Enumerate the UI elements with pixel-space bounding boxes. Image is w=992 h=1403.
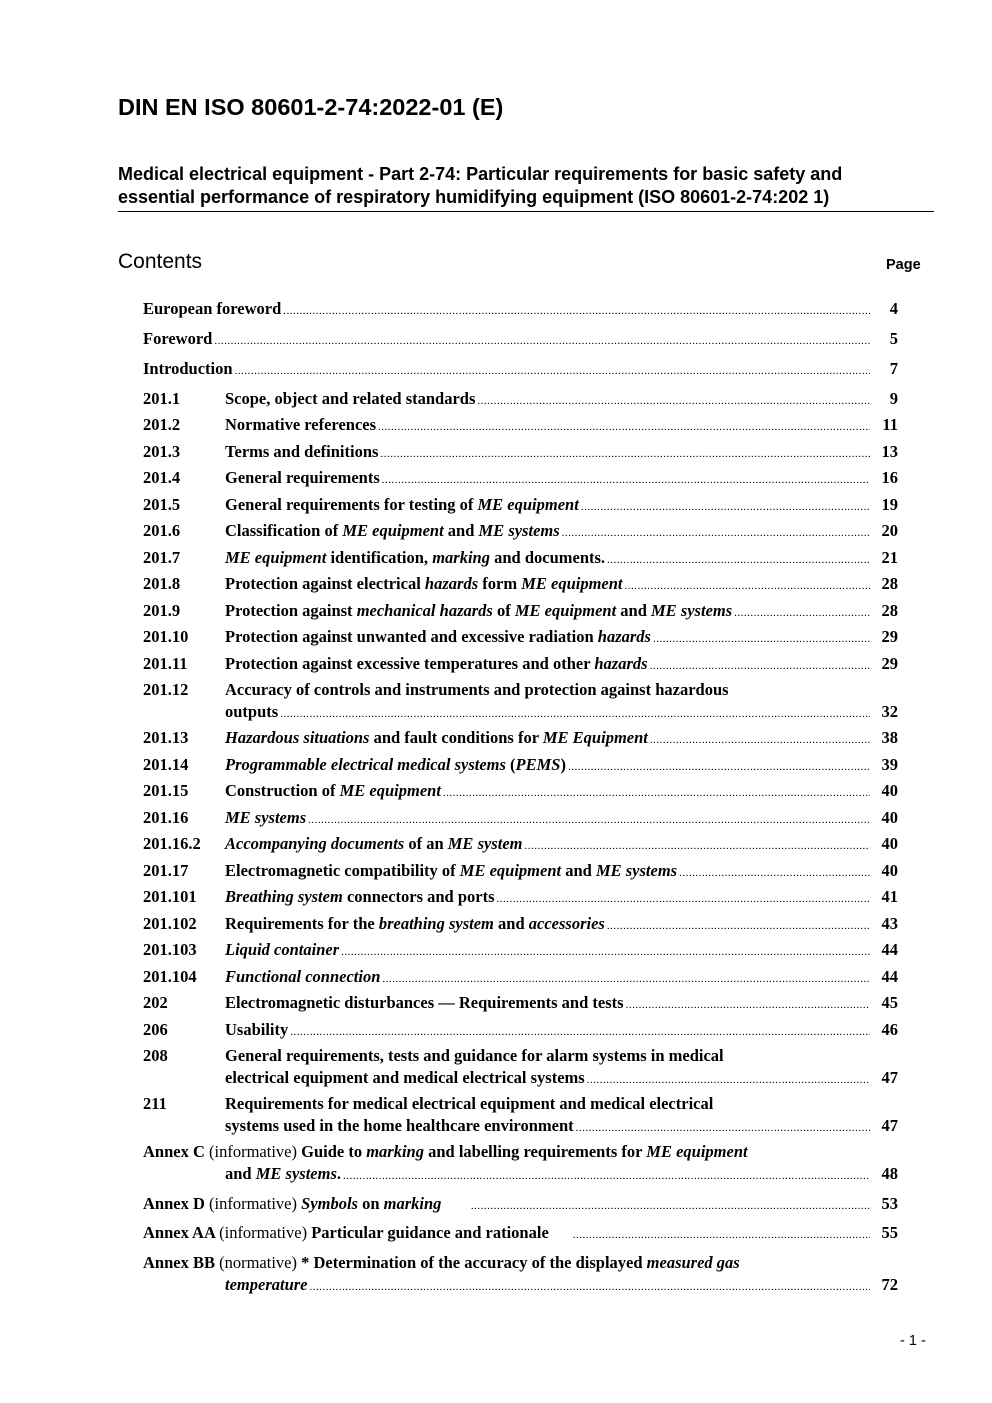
toc-page-number: 40 [881, 861, 898, 880]
toc-text-part: . [336, 1164, 341, 1183]
toc-leader-row [225, 520, 898, 544]
toc-page-number: 21 [881, 548, 898, 567]
toc-leader-row [225, 653, 898, 677]
toc-text-part: electrical equipment and medical electrical systems [225, 1068, 585, 1087]
toc-entry[interactable] [0, 1045, 992, 1067]
toc-section-number: 201.104 [143, 967, 197, 986]
toc-page-number: 7 [889, 359, 898, 378]
toc-page-number: 28 [881, 601, 898, 620]
toc-entry[interactable] [0, 886, 992, 908]
toc-entry[interactable] [0, 966, 992, 988]
toc-leader-row [225, 467, 898, 491]
toc-leader-row [225, 780, 898, 804]
toc-title [225, 727, 648, 749]
toc-entry[interactable] [0, 727, 992, 749]
toc-title [225, 1163, 341, 1185]
toc-text-part: ME equipment [646, 1142, 748, 1161]
toc-leader-row [225, 388, 898, 412]
toc-page-number: 5 [889, 329, 898, 348]
toc-section-number: 211 [143, 1094, 167, 1113]
toc-page-number: 13 [881, 442, 898, 461]
toc-text-part: Scope, object and related standards [225, 389, 476, 408]
toc-dot-leader [214, 330, 870, 352]
toc-text-part: and [493, 914, 529, 933]
toc-leader-row [225, 547, 898, 571]
toc-page-number: 41 [881, 887, 898, 906]
toc-text-part: ME equipment [477, 495, 579, 514]
toc-page-number: 40 [881, 808, 898, 827]
toc-leader-row [143, 358, 898, 382]
toc-annex-label: Annex C [143, 1142, 205, 1161]
toc-text-part: Programmable electrical medical systems [225, 755, 506, 774]
toc-title [225, 966, 380, 988]
toc-text-part: ME systems [478, 521, 560, 540]
toc-section-number: 201.15 [143, 781, 189, 800]
toc-title-line-1: Requirements for medical electrical equipment and medical electrical [225, 1094, 714, 1113]
toc-leader-row [225, 807, 898, 831]
toc-leader-row [225, 913, 898, 937]
toc-title [225, 653, 648, 675]
toc-entry[interactable] [0, 600, 992, 622]
toc-text-part: ME systems [225, 808, 307, 827]
toc-dot-leader [524, 835, 870, 857]
title-line-2: essential performance of respiratory humidifying equipment (ISO 80601-2-74:202 1) [118, 187, 830, 207]
toc-dot-leader [290, 1021, 870, 1043]
toc-dot-leader [581, 496, 870, 518]
toc-dot-leader [653, 628, 870, 650]
toc-entry[interactable] [0, 441, 992, 463]
toc-page-number: 47 [881, 1116, 898, 1135]
toc-title [225, 626, 651, 648]
toc-section-number: 206 [143, 1020, 168, 1039]
toc-page-number: 55 [881, 1223, 898, 1242]
title-line-1: Medical electrical equipment - Part 2-74: Particular requirements for basic safety and [118, 164, 843, 184]
toc-text-part: Protection against excessive temperatures and other [225, 654, 595, 673]
toc-annex-label: Annex D [143, 1194, 205, 1213]
toc-title [225, 547, 605, 569]
toc-page-number: 53 [881, 1194, 898, 1213]
toc-page-number: 29 [881, 654, 898, 673]
toc-annex-kind: (informative) [209, 1194, 297, 1213]
toc-text-part: PEMS [515, 755, 561, 774]
toc-entry-continuation[interactable] [0, 1115, 992, 1137]
toc-leader-row [225, 833, 898, 857]
toc-section-number: 201.101 [143, 887, 197, 906]
toc-entry[interactable] [0, 860, 992, 882]
toc-entry[interactable] [0, 467, 992, 489]
toc-dot-leader [378, 416, 870, 438]
toc-leader-row [225, 1067, 898, 1091]
toc-title [225, 388, 475, 410]
toc-section-number: 201.16 [143, 808, 189, 827]
toc-text-part: Electromagnetic disturbances — Requirements and tests [225, 993, 624, 1012]
toc-text-part: Functional connection [225, 967, 381, 986]
toc-text-part: ME Equipment [542, 728, 648, 747]
toc-leader-row [225, 441, 898, 465]
toc-text-part: ME equipment [339, 781, 441, 800]
toc-text-part: Liquid container [225, 940, 340, 959]
toc-dot-leader [679, 862, 870, 884]
toc-text-part: and labelling requirements for [423, 1142, 647, 1161]
toc-text-part: ME equipment [521, 574, 623, 593]
toc-title: Foreword [143, 329, 213, 348]
toc-title [225, 600, 732, 622]
toc-text-part: ) [560, 755, 566, 774]
toc-dot-leader [471, 1195, 870, 1217]
toc-title [225, 833, 522, 855]
toc-page-number: 48 [881, 1164, 898, 1183]
toc-leader-row [143, 328, 898, 352]
toc-section-number: 201.5 [143, 495, 181, 514]
toc-text-part: and fault conditions for [369, 728, 543, 747]
toc-leader-row [225, 1274, 898, 1298]
toc-text-part: ME systems [255, 1164, 337, 1183]
toc-dot-leader [568, 756, 870, 778]
toc-text-part: Usability [225, 1020, 289, 1039]
toc-section-number: 201.103 [143, 940, 197, 959]
toc-annex-heading [143, 1252, 740, 1274]
toc-entry[interactable] [0, 992, 992, 1014]
toc-title [225, 939, 339, 961]
toc-section-number: 201.102 [143, 914, 197, 933]
toc-leader-row [143, 1193, 898, 1217]
toc-title-line-1: General requirements, tests and guidance for alarm systems in medical [225, 1046, 724, 1065]
toc-text-part: ME system [447, 834, 523, 853]
toc-leader-row [225, 886, 898, 910]
toc-text-part: Electromagnetic compatibility of [225, 861, 460, 880]
toc-entry[interactable] [0, 494, 992, 516]
toc-text-part: on [357, 1194, 384, 1213]
toc-text-part: of [492, 601, 515, 620]
toc-text-part: * Determination of the accuracy of the displayed [301, 1253, 647, 1272]
toc-annex-label: Annex AA [143, 1223, 215, 1242]
toc-entry[interactable] [0, 520, 992, 542]
toc-text-part: Guide to [301, 1142, 367, 1161]
toc-title [225, 754, 566, 776]
toc-leader-row [225, 754, 898, 778]
toc-page-number: 40 [881, 781, 898, 800]
toc-text-part: Classification of [225, 521, 343, 540]
toc-leader-row [225, 701, 898, 725]
toc-dot-leader [310, 1276, 871, 1298]
toc-text-part: marking [432, 548, 490, 567]
toc-dot-leader [283, 300, 870, 322]
toc-text-part: mechanical hazards [356, 601, 493, 620]
toc-dot-leader [650, 729, 870, 751]
toc-leader-row [225, 727, 898, 751]
toc-entry[interactable] [0, 298, 992, 320]
toc-entry-continuation[interactable] [0, 1274, 992, 1296]
toc-entry[interactable] [0, 626, 992, 648]
toc-title-line-1: Accuracy of controls and instruments and protection against hazardous [225, 680, 729, 699]
toc-text-part: connectors and ports [342, 887, 495, 906]
toc-section-number: 201.12 [143, 680, 189, 699]
toc-text-part: identification, [326, 548, 433, 567]
toc-entry[interactable] [0, 1019, 992, 1041]
toc-section-number: 208 [143, 1046, 168, 1065]
document-id: DIN EN ISO 80601-2-74:2022-01 (E) [118, 94, 504, 120]
toc-dot-leader [650, 655, 870, 677]
toc-text-part: Construction of [225, 781, 340, 800]
toc-page-number: 40 [881, 834, 898, 853]
toc-leader-row [225, 860, 898, 884]
toc-text-part: Protection against electrical [225, 574, 425, 593]
toc-section-number: 202 [143, 993, 168, 1012]
toc-entry[interactable] [0, 1222, 992, 1244]
toc-leader-row [225, 414, 898, 438]
toc-dot-leader [626, 994, 870, 1016]
toc-title [225, 1274, 308, 1296]
toc-leader-row [225, 966, 898, 990]
toc-dot-leader [443, 782, 870, 804]
toc-text-part: ME equipment [342, 521, 444, 540]
toc-section-number: 201.16.2 [143, 834, 201, 853]
toc-entry[interactable] [0, 1093, 992, 1115]
toc-section-number: 201.1 [143, 389, 181, 408]
toc-page-number: 29 [881, 627, 898, 646]
toc-leader-row [225, 494, 898, 518]
toc-text-part: form [478, 574, 522, 593]
toc-leader-row [225, 1163, 898, 1187]
toc-dot-leader [308, 809, 870, 831]
toc-text-part: General requirements for testing of [225, 495, 478, 514]
toc-section-number: 201.7 [143, 548, 181, 567]
page-number: - 1 - [900, 1333, 926, 1349]
toc-text-part: hazards [424, 574, 479, 593]
toc-text-part: hazards [597, 627, 651, 646]
toc-text-part: ME systems [651, 601, 733, 620]
toc-title [225, 1067, 585, 1089]
toc-text-part: ME equipment [514, 601, 617, 620]
toc-text-part: measured gas [646, 1253, 740, 1272]
toc-entry-continuation[interactable] [0, 1163, 992, 1185]
toc-title: European foreword [143, 299, 282, 318]
toc-dot-leader [235, 360, 870, 382]
toc-title [225, 1019, 288, 1041]
toc-title [225, 441, 378, 463]
toc-title [225, 467, 380, 489]
toc-entry[interactable] [0, 679, 992, 701]
toc-title [225, 520, 560, 542]
toc-annex-title-line-1 [301, 1253, 740, 1272]
toc-dot-leader [607, 549, 870, 571]
toc-page-number: 44 [881, 940, 898, 959]
toc-dot-leader [341, 941, 870, 963]
toc-section-number: 201.6 [143, 521, 181, 540]
toc-leader-row [143, 1222, 898, 1246]
toc-text-part: and [561, 861, 596, 880]
toc-title: Introduction [143, 359, 233, 378]
toc-title [225, 913, 605, 935]
toc-annex-kind: (informative) [219, 1223, 308, 1242]
toc-entry[interactable] [0, 833, 992, 855]
toc-text-part: ( [505, 755, 516, 774]
toc-text-part: ME systems [595, 861, 678, 880]
toc-entry[interactable] [0, 328, 992, 350]
toc-annex-title-line-1 [301, 1142, 748, 1161]
toc-dot-leader [587, 1069, 870, 1091]
toc-leader-row [225, 573, 898, 597]
toc-leader-row [143, 298, 898, 322]
toc-text-part: Terms and definitions [225, 442, 379, 461]
toc-page-number: 47 [881, 1068, 898, 1087]
toc-dot-leader [573, 1224, 870, 1246]
toc-text-part: Particular guidance and rationale [311, 1223, 549, 1242]
toc-entry-continuation[interactable] [0, 701, 992, 723]
toc-text-part: and [225, 1164, 256, 1183]
page-column-heading: Page [886, 257, 921, 273]
toc-leader-row [225, 1115, 898, 1139]
toc-section-number: 201.8 [143, 574, 181, 593]
toc-section-number: 201.14 [143, 755, 189, 774]
toc-leader-row [225, 626, 898, 650]
toc-leader-row [225, 600, 898, 624]
contents-heading: Contents [118, 250, 203, 273]
toc-page-number: 43 [881, 914, 898, 933]
toc-title [225, 573, 623, 595]
toc-dot-leader [562, 522, 870, 544]
toc-leader-row [225, 1019, 898, 1043]
toc-page-number: 20 [881, 521, 898, 540]
toc-entry[interactable] [0, 1141, 992, 1163]
toc-dot-leader [625, 575, 870, 597]
toc-dot-leader [607, 915, 870, 937]
toc-dot-leader [382, 469, 870, 491]
toc-text-part: and documents. [489, 548, 606, 567]
toc-text-part: of an [404, 834, 448, 853]
toc-title [225, 780, 441, 802]
toc-dot-leader [576, 1117, 870, 1139]
toc-title [225, 494, 579, 516]
toc-title [225, 807, 306, 829]
toc-page-number: 16 [881, 468, 898, 487]
toc-entry[interactable] [0, 913, 992, 935]
toc-dot-leader [380, 443, 870, 465]
toc-page-number: 4 [889, 299, 898, 318]
toc-title [225, 992, 624, 1014]
toc-page-number: 45 [881, 993, 898, 1012]
toc-title [225, 701, 278, 723]
toc-page-number: 38 [881, 728, 898, 747]
toc-section-number: 201.2 [143, 415, 181, 434]
toc-text-part: marking [366, 1142, 424, 1161]
toc-page-number: 39 [881, 755, 898, 774]
toc-title [225, 1115, 574, 1137]
toc-entry[interactable] [0, 358, 992, 380]
toc-annex-kind: (normative) [219, 1253, 297, 1272]
toc-text-part: ME equipment [225, 548, 327, 567]
toc-page-number: 28 [881, 574, 898, 593]
toc-text-part: accessories [528, 914, 605, 933]
toc-text-part: Hazardous situations [225, 728, 370, 747]
toc-section-number: 201.4 [143, 468, 181, 487]
toc-text-part: temperature [225, 1275, 308, 1294]
toc-text-part: and [616, 601, 652, 620]
toc-entry[interactable] [0, 754, 992, 776]
toc-page-number: 72 [881, 1275, 898, 1294]
toc-text-part: Breathing system [225, 887, 343, 906]
toc-title [225, 886, 495, 908]
toc-dot-leader [497, 888, 870, 910]
toc-text-part: Symbols [301, 1194, 358, 1213]
toc-text-part: Accompanying documents [225, 834, 405, 853]
toc-text-part: General requirements [225, 468, 380, 487]
toc-section-number: 201.10 [143, 627, 189, 646]
toc-annex-heading [143, 1141, 748, 1163]
toc-page-number: 11 [882, 415, 898, 434]
toc-annex-label: Annex BB [143, 1253, 215, 1272]
toc-dot-leader [382, 968, 870, 990]
toc-page-number: 32 [881, 702, 898, 721]
toc-entry[interactable] [0, 653, 992, 675]
toc-text-part: Normative references [225, 415, 377, 434]
toc-section-number: 201.13 [143, 728, 189, 747]
toc-entry[interactable] [0, 939, 992, 961]
toc-text-part: Requirements for the [225, 914, 379, 933]
toc-section-number: 201.3 [143, 442, 181, 461]
toc-entry[interactable] [0, 1252, 992, 1274]
toc-entry[interactable] [0, 780, 992, 802]
toc-page-number: 9 [889, 389, 898, 408]
toc-text-part: systems used in the home healthcare environment [225, 1116, 574, 1135]
toc-section-number: 201.9 [143, 601, 181, 620]
toc-page-number: 19 [881, 495, 898, 514]
toc-dot-leader [343, 1165, 870, 1187]
toc-dot-leader [734, 602, 870, 624]
toc-dot-leader [477, 390, 870, 412]
toc-text-part: hazards [594, 654, 648, 673]
toc-text-part: outputs [225, 702, 279, 721]
toc-page-number: 44 [881, 967, 898, 986]
toc-text-part: ME equipment [459, 861, 562, 880]
toc-entry[interactable] [0, 547, 992, 569]
toc-entry[interactable] [0, 1193, 992, 1215]
toc-text-part: and [443, 521, 479, 540]
toc-text-part: breathing system [378, 914, 494, 933]
toc-entry[interactable] [0, 414, 992, 436]
toc-page-number: 46 [881, 1020, 898, 1039]
toc-text-part: Protection against [225, 601, 357, 620]
toc-dot-leader [280, 703, 870, 725]
toc-entry[interactable] [0, 573, 992, 595]
toc-text-part: marking [383, 1194, 442, 1213]
toc-section-number: 201.11 [143, 654, 188, 673]
toc-leader-row [225, 992, 898, 1016]
toc-entry-continuation[interactable] [0, 1067, 992, 1089]
toc-entry[interactable] [0, 388, 992, 410]
toc-section-number: 201.17 [143, 861, 189, 880]
toc-text-part: Protection against unwanted and excessive radiation [225, 627, 598, 646]
toc-entry[interactable] [0, 807, 992, 829]
toc-title [225, 860, 677, 882]
toc-leader-row [225, 939, 898, 963]
toc-title [225, 414, 376, 436]
toc-annex-kind: (informative) [209, 1142, 297, 1161]
